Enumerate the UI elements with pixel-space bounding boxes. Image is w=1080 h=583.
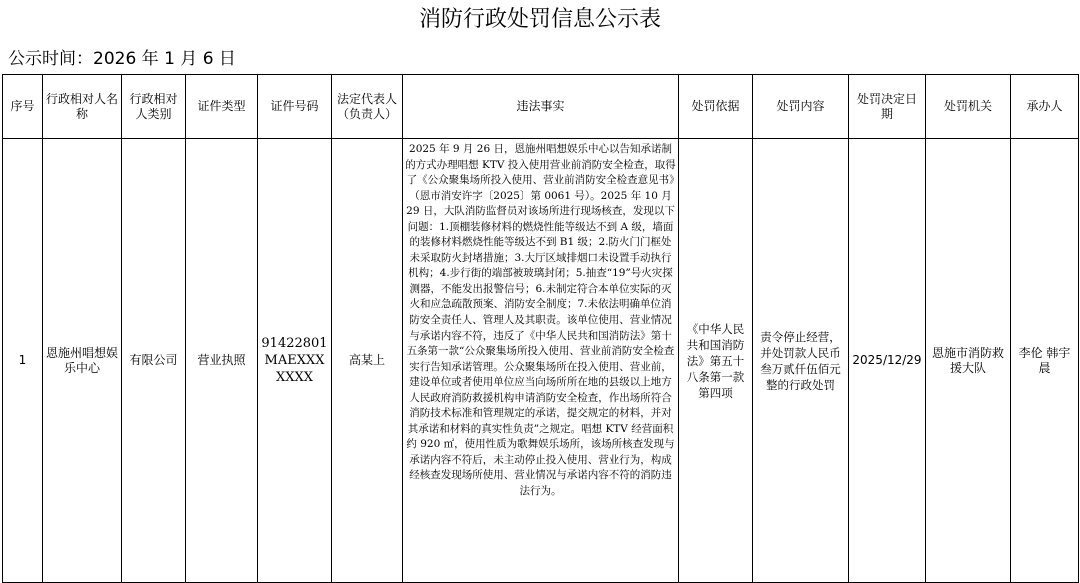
- header-id-number: 证件号码: [258, 75, 332, 139]
- page-title: 消防行政处罚信息公示表: [418, 7, 661, 32]
- cell-party-name: 恩施州唱想娱乐中心: [43, 139, 122, 583]
- header-no: 序号: [3, 75, 43, 139]
- cell-id-number: 91422801MAEXXXXXXX: [258, 139, 332, 583]
- header-penalty: 处罚内容: [753, 75, 849, 139]
- cell-facts: 2025 年 9 月 26 日，恩施州唱想娱乐中心以告知承诺制的方式办理唱想 KTV 投入使用营业前消防安全检查，取得了《公众聚集场所投入使用、营业前消防安全检查意见书》（恩市消安许字〔2025〕第 0061 号）。2025 年 10 月 29 日，大队消防监督员对该场所进行现场核查，发现以下问题：1.顶棚装修材料的燃烧性能等级达不到 A 级，墙面的装修材料燃烧性能等级达不到 B1 级；2.防火门门框处未采取防火封堵措施；3.大厅区域排烟口未设置手动执行机构；4.步行街的端部被玻璃封闭；5.抽查“19”号火灾探测器，不能发出报警信号；6.未制定符合本单位实际的灭火和应急疏散预案、消防安全制度；7.未依法明确单位消防安全责任人、管理人及其职责。该单位使用、营业情况与承诺内容不符，违反了《中华人民共和国消防法》第十五条第一款“公众聚集场所投入使用、营业前消防安全检查实行告知承诺管理。公众聚集场所在投入使用、营业前，建设单位或者使用单位应当向场所所在地的县级以上地方人民政府消防救援机构申请消防安全检查，作出场所符合消防技术标准和管理规定的承诺，提交规定的材料，并对其承诺和材料的真实性负责”之规定。唱想 KTV 经营面积约 920 ㎡，使用性质为歌舞娱乐场所，该场所核查发现与承诺内容不符后，未主动停止投入使用、营业行为，构成经核查发现场所使用、营业情况与承诺内容不符的消防违法行为。: [403, 139, 679, 583]
- cell-id-type: 营业执照: [186, 139, 258, 583]
- cell-decision-date: 2025/12/29: [849, 139, 926, 583]
- cell-party-category: 有限公司: [122, 139, 186, 583]
- table-row: [3, 139, 1079, 583]
- header-decision-date: 处罚决定日期: [849, 75, 926, 139]
- cell-legal-rep: 高某上: [332, 139, 403, 583]
- publish-date: 公示时间：2026 年 1 月 6 日: [8, 49, 236, 69]
- penalty-table: [2, 74, 1079, 583]
- cell-penalty: 责令停止经营，并处罚款人民币叁万贰仟伍佰元整的行政处罚: [753, 139, 849, 583]
- header-legal-rep: 法定代表人（负责人）: [332, 75, 403, 139]
- cell-basis: 《中华人民共和国消防法》第五十八条第一款第四项: [679, 139, 753, 583]
- header-party-category: 行政相对人类别: [122, 75, 186, 139]
- header-row: [3, 75, 1079, 139]
- header-facts: 违法事实: [403, 75, 679, 139]
- header-party-name: 行政相对人名称: [43, 75, 122, 139]
- header-basis: 处罚依据: [679, 75, 753, 139]
- cell-handler: 李伦 韩宇晨: [1011, 139, 1079, 583]
- cell-authority: 恩施市消防救援大队: [926, 139, 1011, 583]
- header-authority: 处罚机关: [926, 75, 1011, 139]
- header-id-type: 证件类型: [186, 75, 258, 139]
- header-handler: 承办人: [1011, 75, 1079, 139]
- cell-no: 1: [3, 139, 43, 583]
